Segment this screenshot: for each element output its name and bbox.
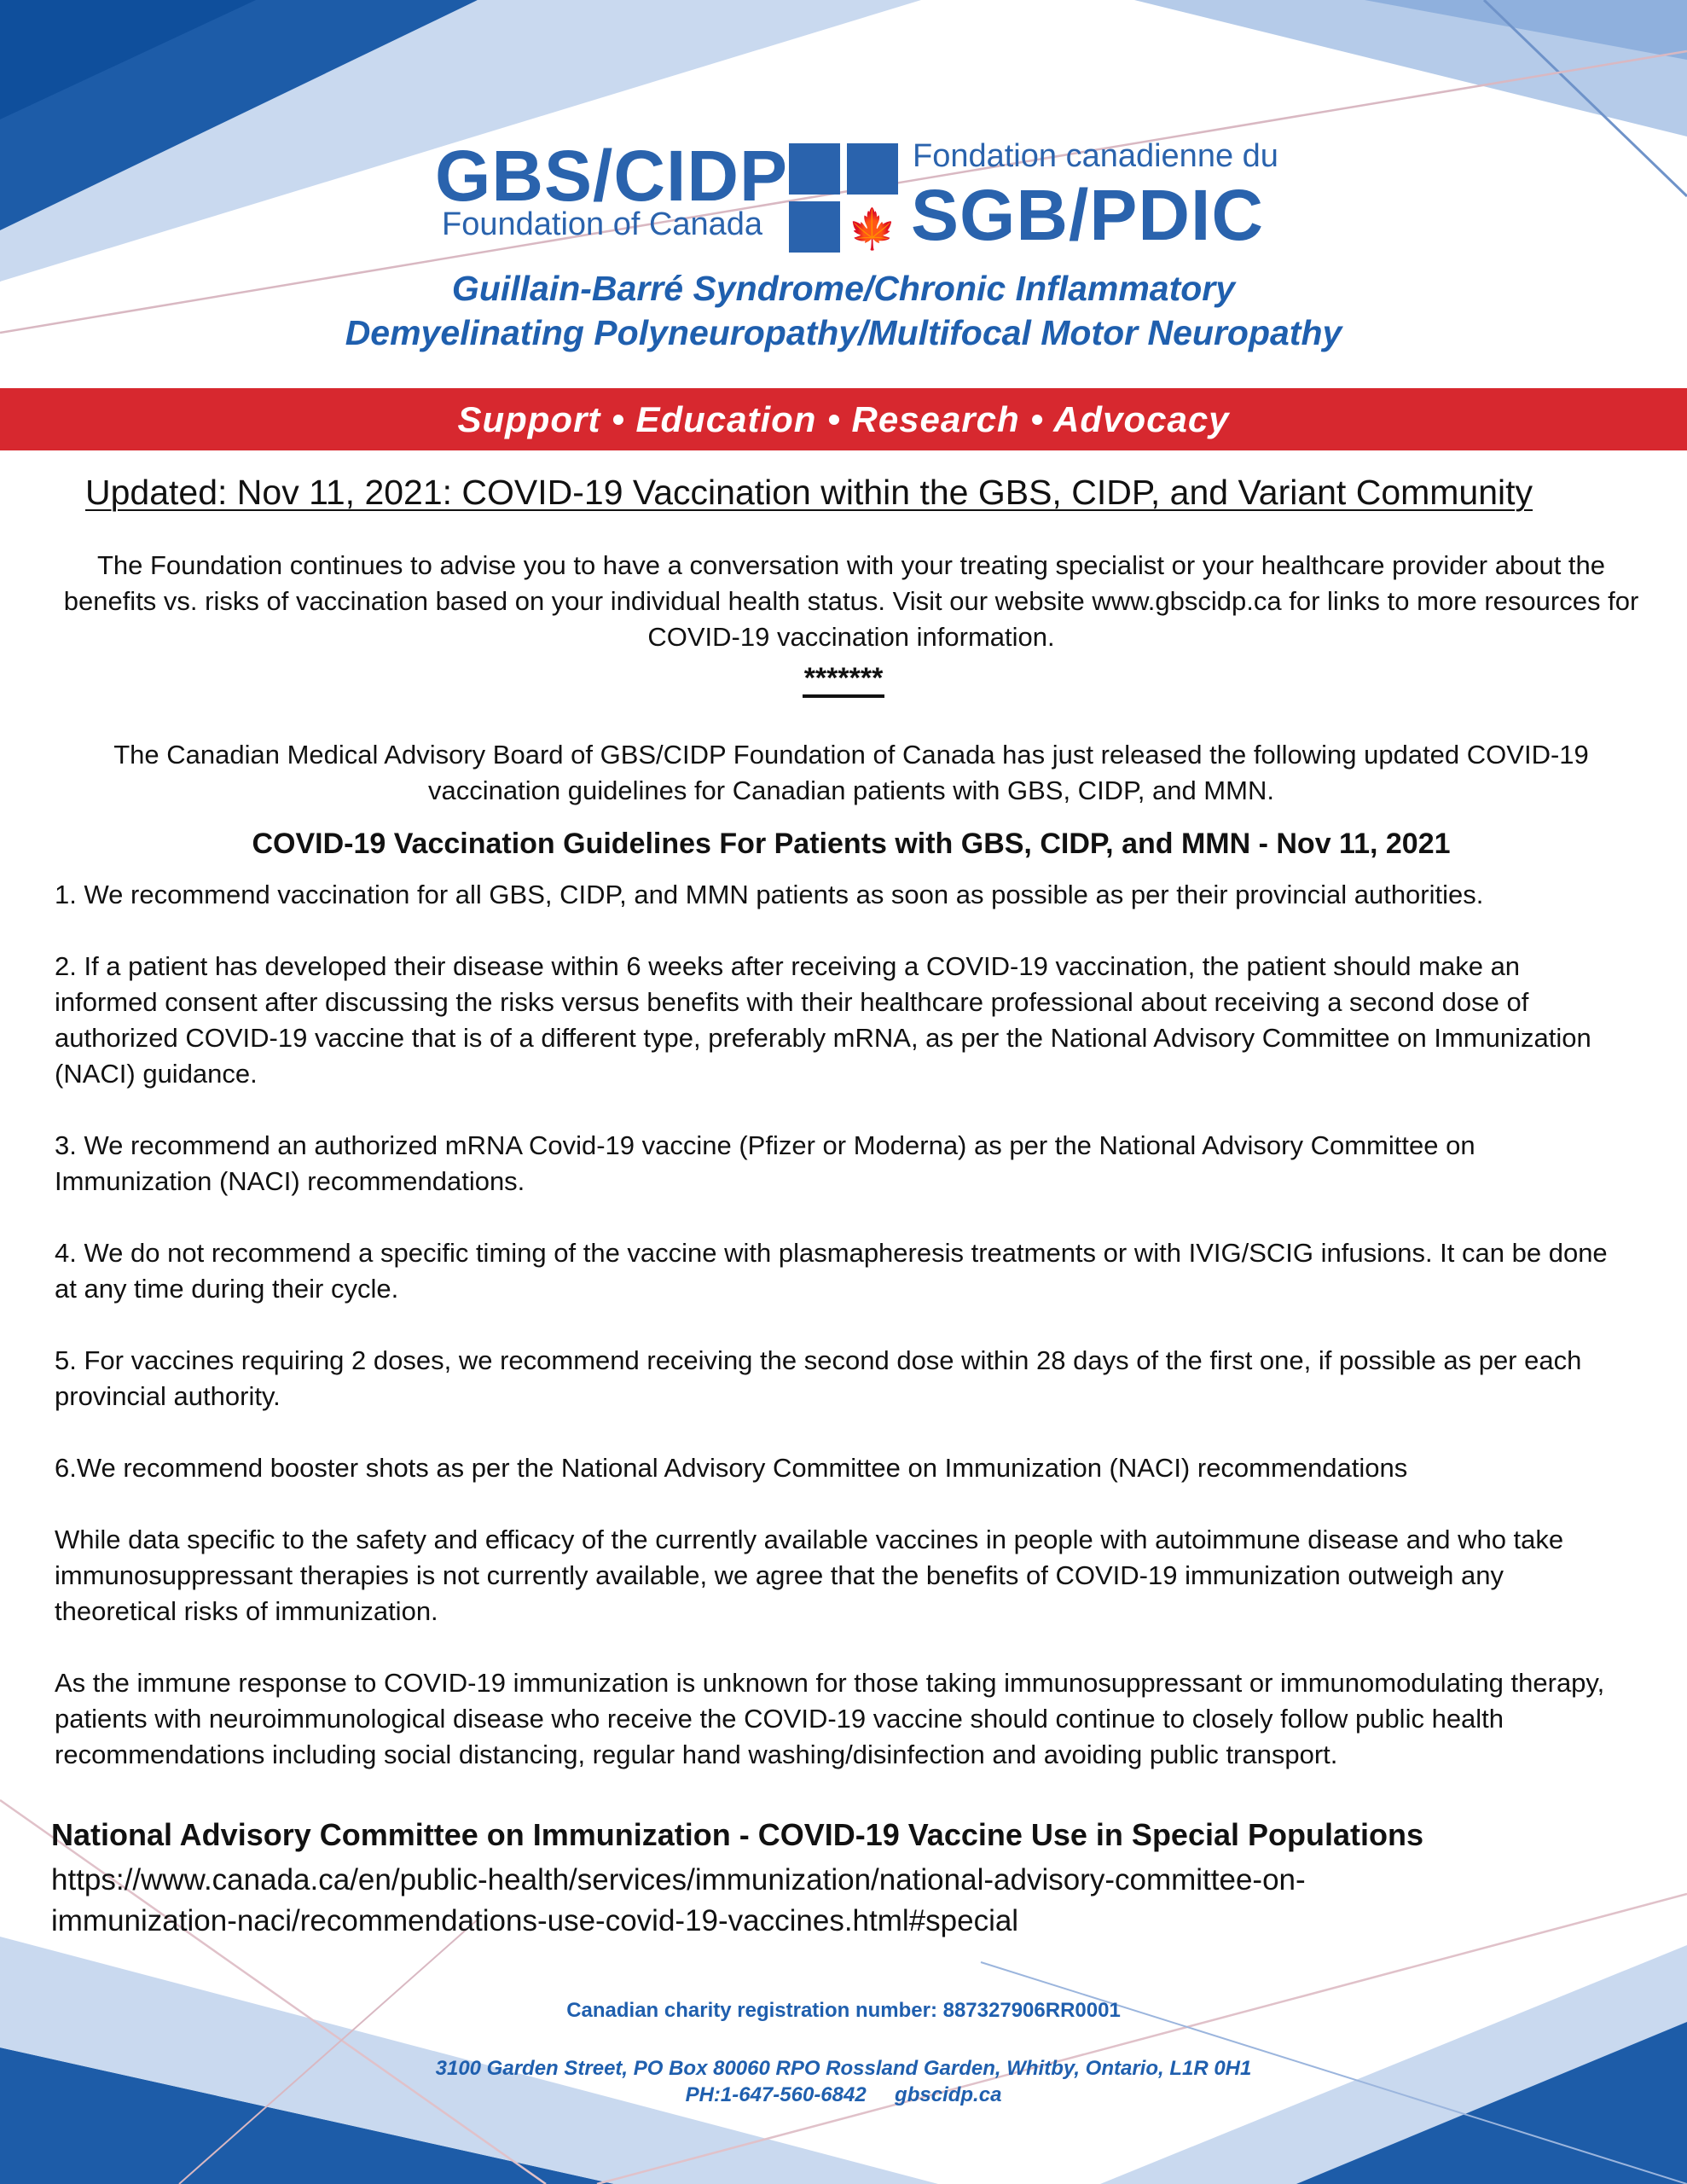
foundation-logo [0,128,1687,256]
contact-line [0,2083,1687,2107]
maple-leaf-icon: 🍁 [848,206,897,251]
reference-heading: National Advisory Committee on Immunization - COVID-19 Vaccine Use in Special Populations [51,1817,1423,1852]
guideline-paragraph: While data specific to the safety and efficacy of the currently available vaccines in people with autoimmune disease and who take immunosuppressant therapies is not currently available, we agree that the benefits of COVID-19 immunization outweigh any theoretical risks of immunization. [55,1525,1564,1626]
separator-stars: ******* [803,664,885,698]
website-link[interactable]: gbscidp.ca [895,2083,1002,2106]
guideline-paragraph: As the immune response to COVID-19 immunization is unknown for those taking immunosuppressant or immunomodulating therapy, patients with neuroimmunological disease who receive the COVID-19 vaccine should continue to closely follow public health recommendations including social distancing, regular hand washing/disinfection and avoiding public transport. [55,1668,1605,1769]
guidelines-heading: COVID-19 Vaccination Guidelines For Patients with GBS, CIDP, and MMN - Nov 11, 2021 [252,828,1451,860]
guideline-item: 2. If a patient has developed their disease within 6 weeks after receiving a COVID-19 vaccination, the patient should make an informed consent after discussing the risks versus benefits with their healthcare professional about receiving a second dose of authorized COVID-19 vaccine that is of a different type, preferably mRNA, as per the National Advisory Committee on Immunization (NACI) guidance. [55,951,1591,1089]
logo-en-name: Foundation of Canada [442,206,763,242]
guideline-item: 3. We recommend an authorized mRNA Covid-19 vaccine (Pfizer or Moderna) as per the National Advisory Committee on Immunization (NACI) recommendations. [55,1130,1475,1196]
section-separator [0,662,1687,698]
foundation-subtitle [0,266,1687,355]
guideline-item: 6.We recommend booster shots as per the National Advisory Committee on Immunization (NACI) recommendations [55,1453,1408,1483]
subtitle-line: Guillain-Barré Syndrome/Chronic Inflammatory [451,269,1236,308]
logo-en-abbrev: GBS/CIDP [435,136,789,216]
guidelines-list [55,877,1624,1809]
logo-fr-name: Fondation canadienne du [913,138,1278,174]
intro-paragraph: The Foundation continues to advise you to have a conversation with your treating specialist or your healthcare provider about the benefits vs. risks of vaccination based on your individual health status. Visit our website www.gbscidp.ca for links to more resources for COVID-19 vaccination information. [63,550,1639,652]
charity-registration: Canadian charity registration number: 887327906RR0001 [566,1999,1121,2022]
guideline-item: 4. We do not recommend a specific timing of the vaccine with plasmapheresis treatments or with IVIG/SCIG infusions. It can be done at any time during their cycle. [55,1238,1608,1304]
mailing-address: 3100 Garden Street, PO Box 80060 RPO Rossland Garden, Whitby, Ontario, L1R 0H1 [435,2057,1252,2080]
phone-number: PH:1-647-560-6842 [685,2083,867,2106]
guideline-item: 5. For vaccines requiring 2 doses, we recommend receiving the second dose within 28 days of the first one, if possible as per each provincial authority. [55,1345,1582,1411]
logo-emblem [789,143,898,253]
emblem-square [789,201,840,253]
logo-fr-abbrev: SGB/PDIC [911,175,1265,255]
reference-url-line[interactable]: https://www.canada.ca/en/public-health/services/immunization/national-advisory-committee-on- [51,1863,1306,1896]
emblem-square [789,143,840,195]
mission-banner: Support • Education • Research • Advocacy [0,388,1687,450]
reference-url-line[interactable]: immunization-naci/recommendations-use-covid-19-vaccines.html#special [51,1904,1019,1937]
board-statement: The Canadian Medical Advisory Board of GBS/CIDP Foundation of Canada has just released the following updated COVID-19 vaccination guidelines for Canadian patients with GBS, CIDP, and MMN. [113,740,1589,805]
guideline-item: 1. We recommend vaccination for all GBS, CIDP, and MMN patients as soon as possible as per their provincial authorities. [55,880,1484,909]
emblem-square [847,143,898,195]
page-title: Updated: Nov 11, 2021: COVID-19 Vaccination within the GBS, CIDP, and Variant Community [85,473,1533,512]
reference-link[interactable] [51,1860,1620,1942]
subtitle-line: Demyelinating Polyneuropathy/Multifocal Motor Neuropathy [345,313,1342,352]
